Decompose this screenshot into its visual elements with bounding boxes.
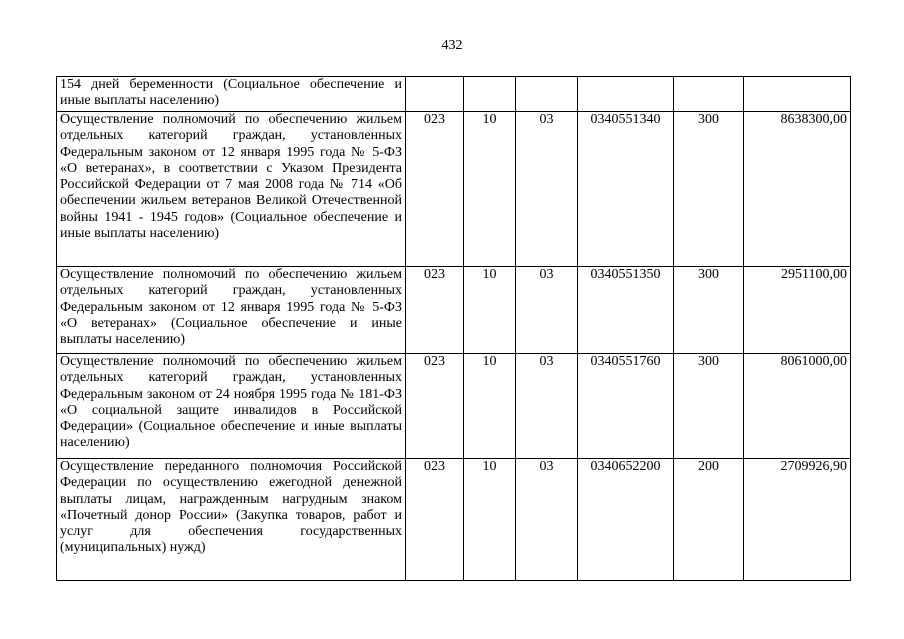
expense-type-code xyxy=(674,77,744,112)
target-article-code: 0340551340 xyxy=(578,112,674,267)
section-code: 10 xyxy=(464,112,516,267)
amount: 8061000,00 xyxy=(744,354,851,459)
page-number: 432 xyxy=(441,38,463,53)
ministry-code xyxy=(406,77,464,112)
ministry-code: 023 xyxy=(406,459,464,581)
row-description: Осуществление полномочий по обеспечению жильем отдельных категорий граждан, установленных Федеральным законом от 12 января 1995 года № 5-ФЗ «О ветеранах» (Социальное обеспечение и иные выплаты населению) xyxy=(57,267,406,354)
table-row xyxy=(57,77,851,112)
subsection-code: 03 xyxy=(516,267,578,354)
ministry-code: 023 xyxy=(406,112,464,267)
expense-type-code: 300 xyxy=(674,354,744,459)
table-row xyxy=(57,354,851,459)
table-row xyxy=(57,267,851,354)
amount: 2709926,90 xyxy=(744,459,851,581)
subsection-code xyxy=(516,77,578,112)
section-code: 10 xyxy=(464,267,516,354)
subsection-code: 03 xyxy=(516,354,578,459)
row-description: Осуществление полномочий по обеспечению жильем отдельных категорий граждан, установленных Федеральным законом от 12 января 1995 года № 5-ФЗ «О ветеранах», в соответствии с Указом Президента Российской Федерации от 7 мая 2008 года № 714 «Об обеспечении жильем ветеранов Великой Отечественной войны 1941 - 1945 годов» (Социальное обеспечение и иные выплаты населению) xyxy=(57,112,406,267)
table-row xyxy=(57,459,851,581)
section-code xyxy=(464,77,516,112)
target-article-code: 0340551350 xyxy=(578,267,674,354)
section-code: 10 xyxy=(464,354,516,459)
section-code: 10 xyxy=(464,459,516,581)
expense-type-code: 300 xyxy=(674,112,744,267)
budget-table xyxy=(56,76,851,581)
table-row xyxy=(57,112,851,267)
ministry-code: 023 xyxy=(406,267,464,354)
row-description: Осуществление переданного полномочия Российской Федерации по осуществлению ежегодной денежной выплаты лицам, награжденным нагрудным знаком «Почетный донор России» (Закупка товаров, работ и услуг для обеспечения государственных (муниципальных) нужд) xyxy=(57,459,406,581)
row-description: 154 дней беременности (Социальное обеспечение и иные выплаты населению) xyxy=(57,77,406,112)
subsection-code: 03 xyxy=(516,112,578,267)
row-description: Осуществление полномочий по обеспечению жильем отдельных категорий граждан, установленных Федеральным законом от 24 ноября 1995 года № 181-ФЗ «О социальной защите инвалидов в Российской Федерации» (Социальное обеспечение и иные выплаты населению) xyxy=(57,354,406,459)
expense-type-code: 200 xyxy=(674,459,744,581)
subsection-code: 03 xyxy=(516,459,578,581)
amount xyxy=(744,77,851,112)
target-article-code: 0340551760 xyxy=(578,354,674,459)
ministry-code: 023 xyxy=(406,354,464,459)
amount: 8638300,00 xyxy=(744,112,851,267)
target-article-code: 0340652200 xyxy=(578,459,674,581)
target-article-code xyxy=(578,77,674,112)
amount: 2951100,00 xyxy=(744,267,851,354)
expense-type-code: 300 xyxy=(674,267,744,354)
